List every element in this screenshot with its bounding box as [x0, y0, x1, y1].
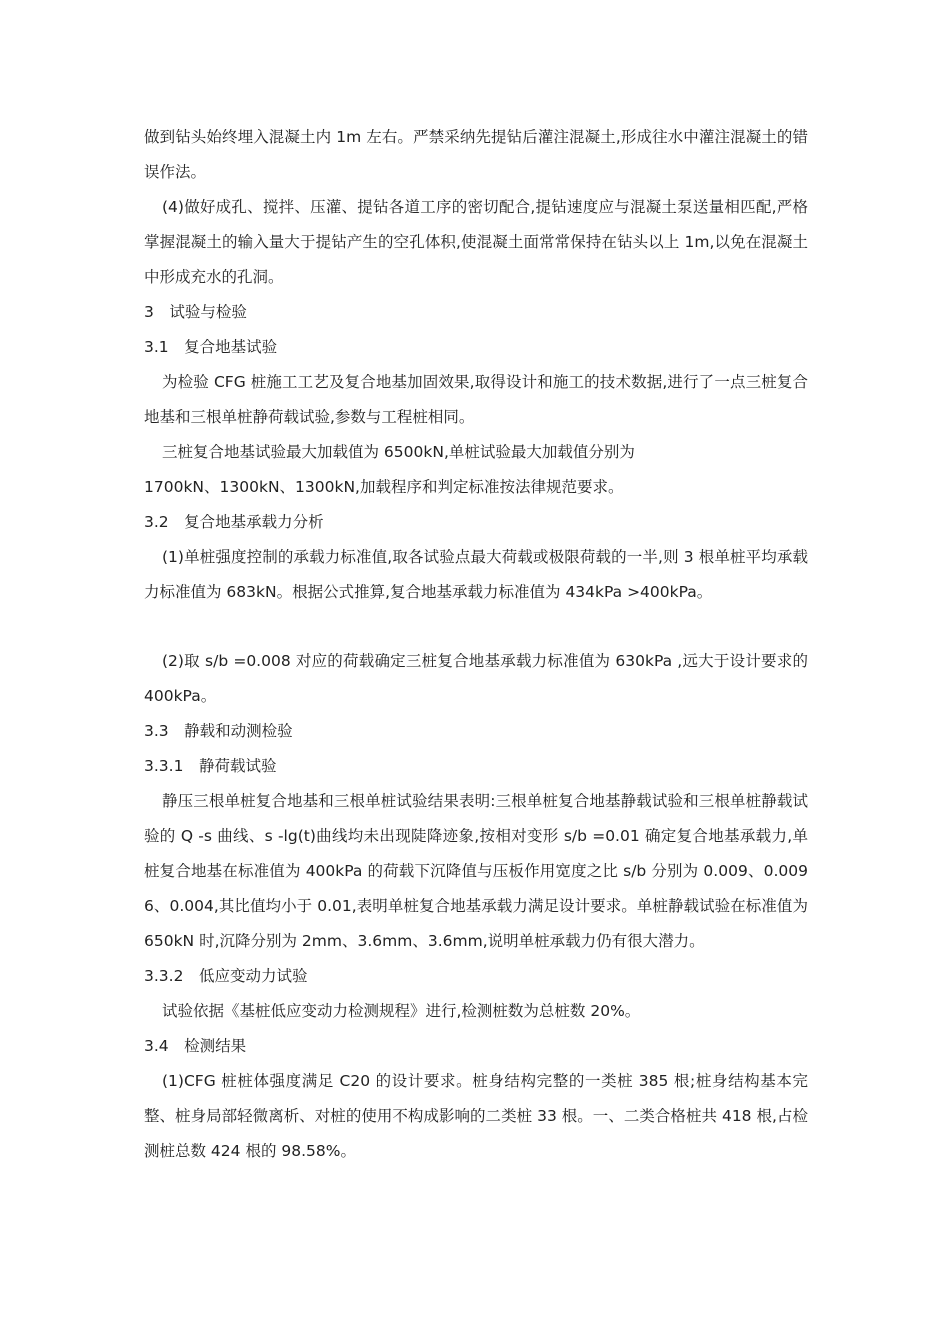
paragraph-inspection-results: (1)CFG 桩桩体强度满足 C20 的设计要求。桩身结构完整的一类桩 385 根;桩身结构基本完整、桩身局部轻微离析、对桩的使用不构成影响的二类桩 33 根。一、二类合格桩共 418 根,占检测桩总数 424 根的 98.58%。	[144, 1072, 808, 1160]
paragraph-continuation: 做到钻头始终埋入混凝土内 1m 左右。严禁采纳先提钻后灌注混凝土,形成往水中灌注混凝土的错误作法。	[144, 128, 808, 181]
document-page	[144, 120, 808, 1169]
section-heading-3: 3 试验与检验	[144, 303, 247, 321]
section-heading-3-3-1: 3.3.1 静荷载试验	[144, 757, 277, 775]
paragraph-capacity-2: (2)取 s/b =0.008 对应的荷载确定三桩复合地基承载力标准值为 630kPa ,远大于设计要求的 400kPa。	[144, 652, 808, 705]
section-heading-3-1: 3.1 复合地基试验	[144, 338, 278, 356]
section-heading-3-3: 3.3 静载和动测检验	[144, 722, 293, 740]
paragraph-test-purpose: 为检验 CFG 桩施工工艺及复合地基加固效果,取得设计和施工的技术数据,进行了一点三桩复合地基和三根单桩静荷载试验,参数与工程桩相同。	[144, 373, 808, 426]
paragraph-capacity-1: (1)单桩强度控制的承载力标准值,取各试验点最大荷载或极限荷载的一半,则 3 根单桩平均承载力标准值为 683kN。根据公式推算,复合地基承载力标准值为 434kPa >400kPa。	[144, 548, 808, 601]
section-heading-3-3-2: 3.3.2 低应变动力试验	[144, 967, 308, 985]
paragraph-static-load-results: 静压三根单桩复合地基和三根单桩试验结果表明:三根单桩复合地基静载试验和三根单桩静载试验的 Q -s 曲线、s -lg(t)曲线均未出现陡降迹象,按相对变形 s/b =0.01 确定复合地基承载力,单桩复合地基在标准值为 400kPa 的荷载下沉降值与压板作用宽度之比 s/b 分别为 0.009、0.0096、0.004,其比值均小于 0.01,表明单桩复合地基承载力满足设计要求。单桩静载试验在标准值为 650kN 时,沉降分别为 2mm、3.6mm、3.6mm,说明单桩承载力仍有很大潜力。	[144, 792, 808, 950]
blank-line	[144, 610, 808, 644]
paragraph-load-values: 1700kN、1300kN、1300kN,加载程序和判定标准按法律规范要求。	[144, 478, 624, 496]
paragraph-item-4: (4)做好成孔、搅拌、压灌、提钻各道工序的密切配合,提钻速度应与混凝土泵送量相匹配,严格掌握混凝土的输入量大于提钻产生的空孔体积,使混凝土面常常保持在钻头以上 1m,以免在混凝土中形成充水的孔洞。	[144, 198, 808, 286]
paragraph-low-strain-test: 试验依据《基桩低应变动力检测规程》进行,检测桩数为总桩数 20%。	[162, 1002, 641, 1020]
section-heading-3-2: 3.2 复合地基承载力分析	[144, 513, 324, 531]
paragraph-max-load: 三桩复合地基试验最大加载值为 6500kN,单桩试验最大加载值分别为	[162, 443, 635, 461]
section-heading-3-4: 3.4 检测结果	[144, 1037, 247, 1055]
